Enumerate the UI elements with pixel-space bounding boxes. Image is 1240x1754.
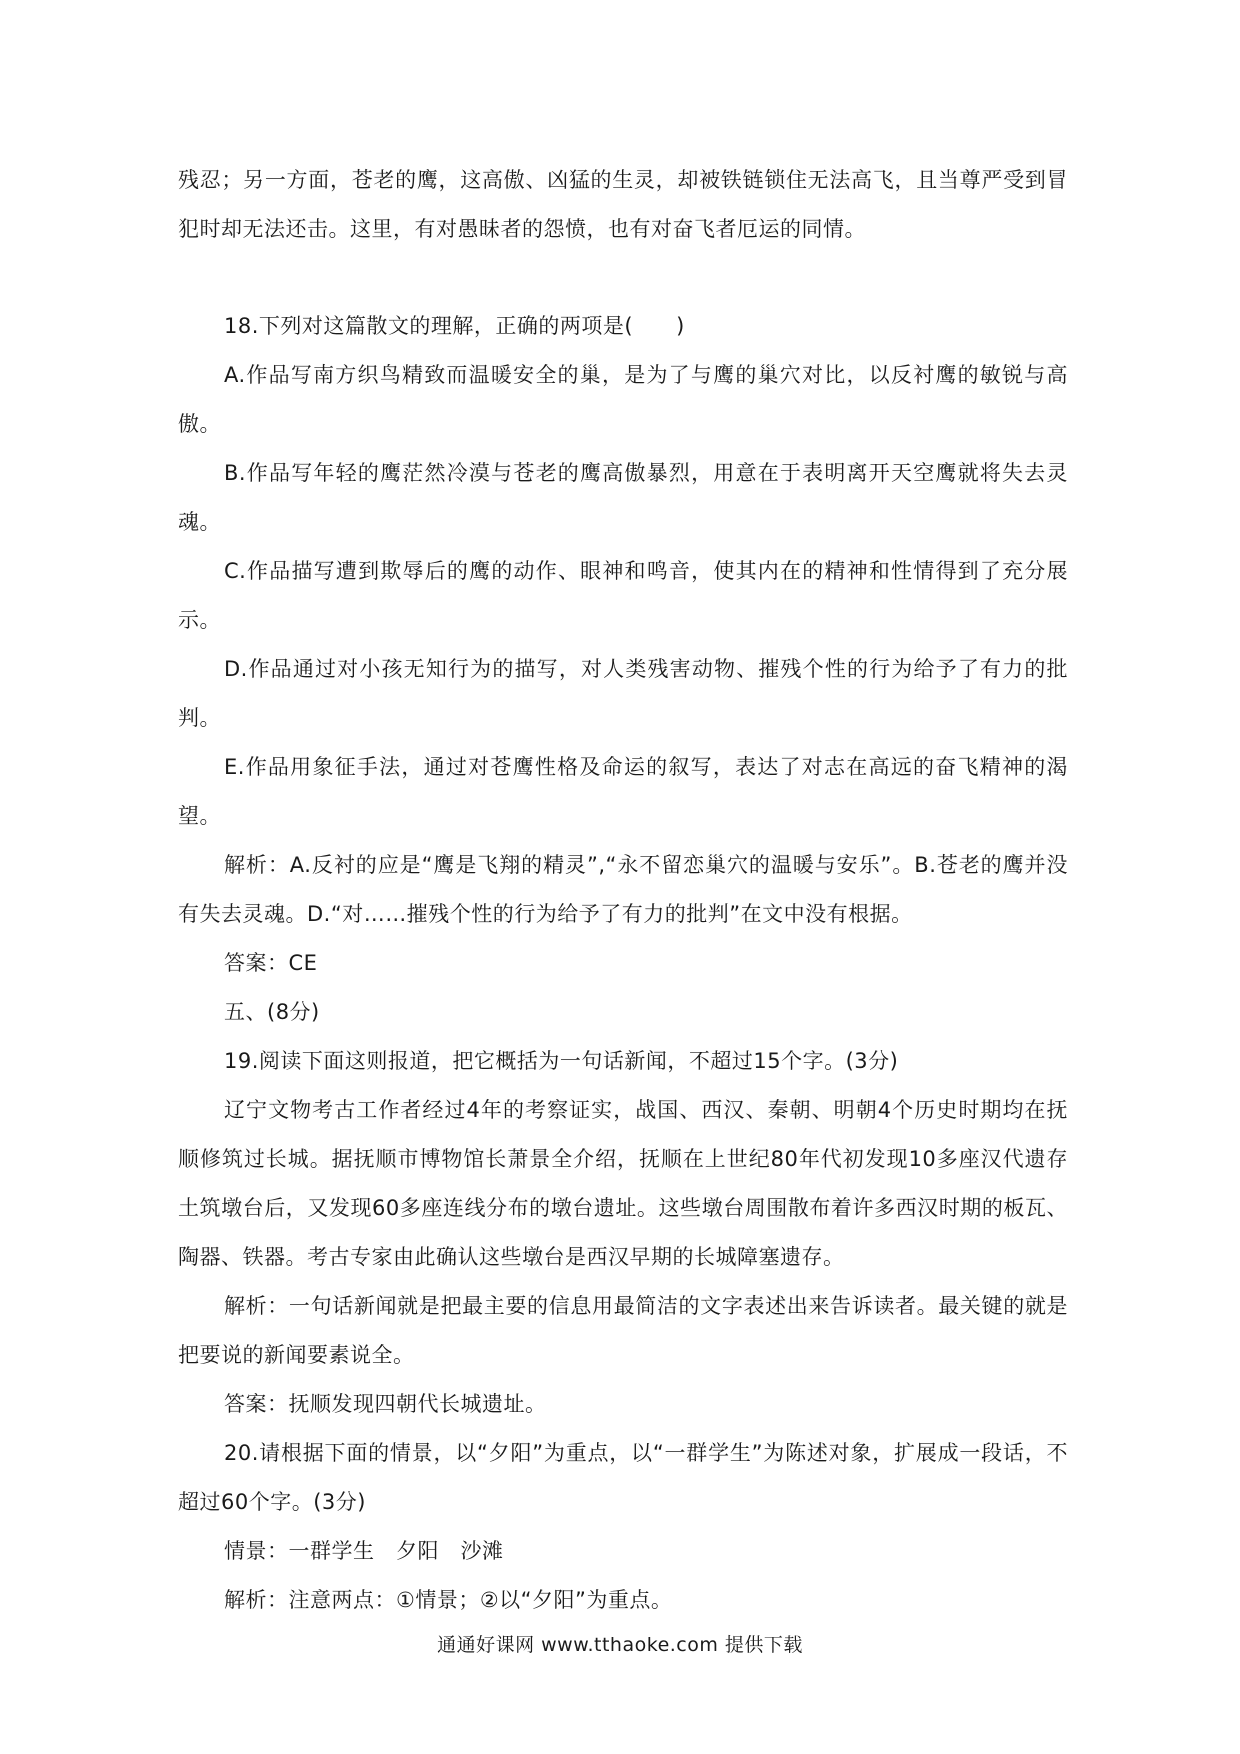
q19-stem: 19.阅读下面这则报道，把它概括为一句话新闻，不超过15个字。(3分) [224, 1049, 899, 1073]
q18-stem: 18.下列对这篇散文的理解，正确的两项是( ) [224, 314, 685, 338]
q19-analysis: 解析：一句话新闻就是把最主要的信息用最简洁的文字表述出来告诉读者。最关键的就是把要说的新闻要素说全。 [178, 1294, 1068, 1367]
q18-option-c: C.作品描写遭到欺辱后的鹰的动作、眼神和鸣音，使其内在的精神和性情得到了充分展示。 [178, 559, 1068, 632]
document-body [178, 156, 1068, 1625]
q20-analysis: 解析：注意两点：①情景；②以“夕阳”为重点。 [224, 1588, 673, 1612]
q18-option-e: E.作品用象征手法，通过对苍鹰性格及命运的叙写，表达了对志在高远的奋飞精神的渴望。 [178, 755, 1068, 828]
section-five-heading: 五、(8分) [224, 1000, 320, 1024]
q18-option-a: A.作品写南方织鸟精致而温暖安全的巢，是为了与鹰的巢穴对比，以反衬鹰的敏锐与高傲。 [178, 363, 1068, 436]
page-footer: 通通好课网 www.tthaoke.com 提供下载 [437, 1634, 803, 1656]
q19-answer: 答案：抚顺发现四朝代长城遗址。 [224, 1392, 547, 1416]
q18-option-b: B.作品写年轻的鹰茫然冷漠与苍老的鹰高傲暴烈，用意在于表明离开天空鹰就将失去灵魂。 [178, 461, 1068, 534]
paragraph-continued: 残忍；另一方面，苍老的鹰，这高傲、凶猛的生灵，却被铁链锁住无法高飞，且当尊严受到冒犯时却无法还击。这里，有对愚昧者的怨愤，也有对奋飞者厄运的同情。 [178, 168, 1068, 241]
q18-option-d: D.作品通过对小孩无知行为的描写，对人类残害动物、摧残个性的行为给予了有力的批判。 [178, 657, 1068, 730]
q18-analysis: 解析：A.反衬的应是“鹰是飞翔的精灵”,“永不留恋巢穴的温暖与安乐”。B.苍老的鹰并没有失去灵魂。D.“对……摧残个性的行为给予了有力的批判”在文中没有根据。 [178, 853, 1068, 926]
paragraph-gap [178, 254, 1068, 302]
q19-passage: 辽宁文物考古工作者经过4年的考察证实，战国、西汉、秦朝、明朝4个历史时期均在抚顺修筑过长城。据抚顺市博物馆长萧景全介绍，抚顺在上世纪80年代初发现10多座汉代遗存土筑墩台后，又发现60多座连线分布的墩台遗址。这些墩台周围散布着许多西汉时期的板瓦、陶器、铁器。考古专家由此确认这些墩台是西汉早期的长城障塞遗存。 [178, 1098, 1068, 1269]
q20-scene: 情景：一群学生 夕阳 沙滩 [224, 1539, 504, 1563]
q18-answer: 答案：CE [224, 951, 318, 975]
q20-stem: 20.请根据下面的情景，以“夕阳”为重点，以“一群学生”为陈述对象，扩展成一段话，不超过60个字。(3分) [178, 1441, 1068, 1514]
